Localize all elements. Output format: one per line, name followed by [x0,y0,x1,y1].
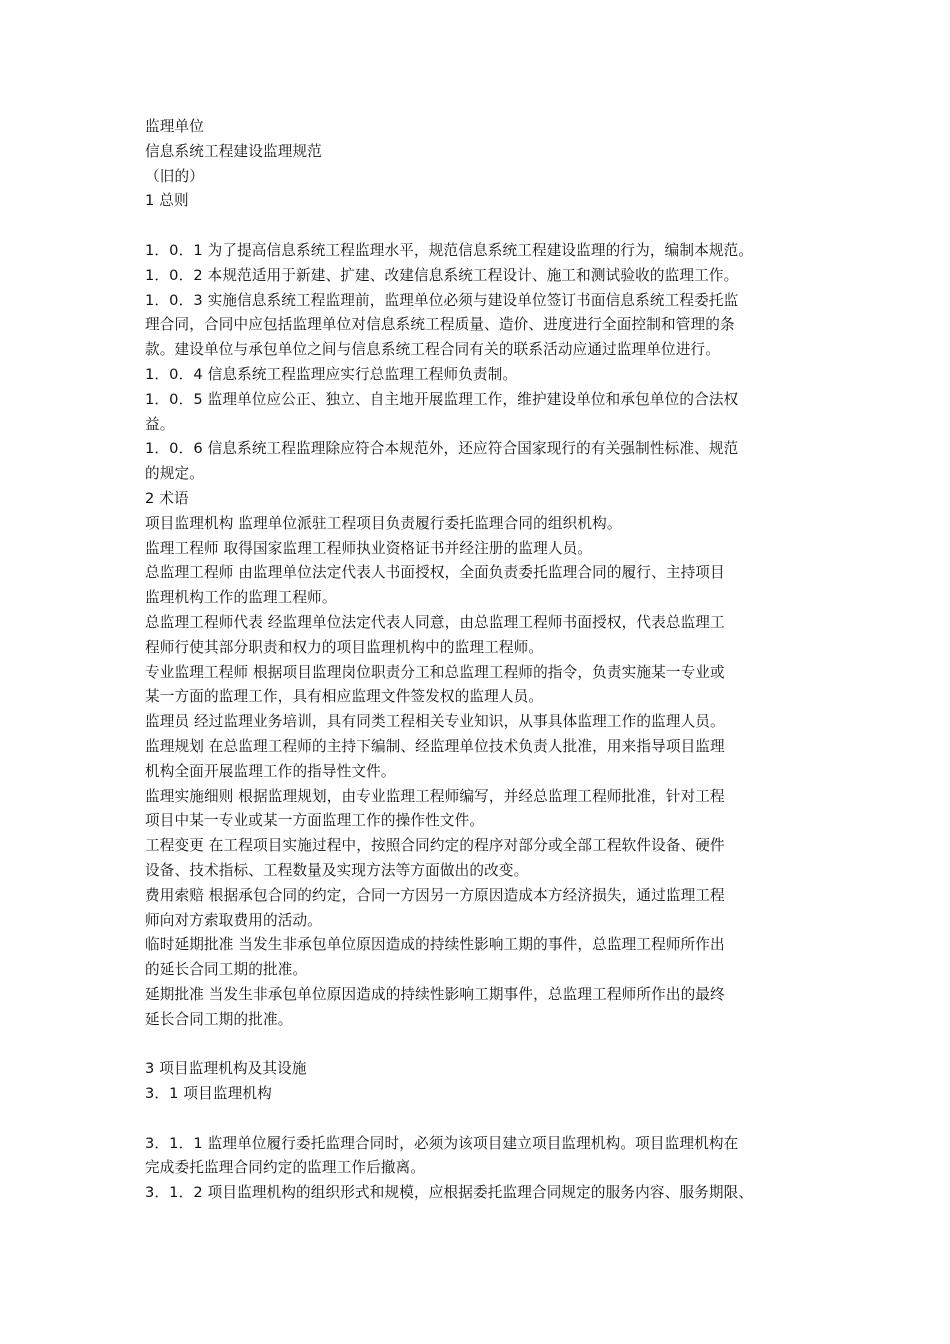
text-line: 监理实施细则 根据监理规划，由专业监理工程师编写，并经总监理工程师批准，针对工程 [145,787,725,805]
text-line: 项目中某一专业或某一方面监理工作的操作性文件。 [145,812,485,830]
text-line: 3 项目监理机构及其设施 [145,1060,307,1078]
text-line: 工程变更 在工程项目实施过程中，按照合同约定的程序对部分或全部工程软件设备、硬件 [145,837,725,855]
text-line: 益。 [145,415,175,433]
text-line: 延期批准 当发生非承包单位原因造成的持续性影响工期事件，总监理工程师所作出的最终 [145,985,725,1003]
blank-line [145,1032,812,1057]
text-line: 总监理工程师 由监理单位法定代表人书面授权，全面负责委托监理合同的履行、主持项目 [145,564,725,582]
text-line: 项目监理机构 监理单位派驻工程项目负责履行委托监理合同的组织机构。 [145,514,622,532]
text-line: 1．0．6 信息系统工程监理除应符合本规范外，还应符合国家现行的有关强制性标准、规范 [145,440,739,458]
text-line: （旧的） [145,167,204,185]
text-line: 延长合同工期的批准。 [145,1010,293,1028]
text-line: 的规定。 [145,465,204,483]
text-line: 监理机构工作的监理工程师。 [145,589,337,607]
text-line: 3．1．1 监理单位履行委托监理合同时，必须为该项目建立项目监理机构。项目监理机构在 [145,1134,739,1152]
text-line: 监理员 经过监理业务培训，具有同类工程相关专业知识，从事具体监理工作的监理人员。 [145,713,725,731]
text-line: 临时延期批准 当发生非承包单位原因造成的持续性影响工期的事件，总监理工程师所作出 [145,936,725,954]
text-line: 专业监理工程师 根据项目监理岗位职责分工和总监理工程师的指令，负责实施某一专业或 [145,663,725,681]
text-line: 1 总则 [145,192,189,210]
text-line: 2 术语 [145,489,189,507]
blank-line [145,214,812,239]
text-line: 1．0．3 实施信息系统工程监理前，监理单位必须与建设单位签订书面信息系统工程委托监 [145,291,739,309]
text-line: 某一方面的监理工作，具有相应监理文件签发权的监理人员。 [145,688,544,706]
text-line: 款。建设单位与承包单位之间与信息系统工程合同有关的联系活动应通过监理单位进行。 [145,341,721,359]
text-line: 完成委托监理合同约定的监理工作后撤离。 [145,1159,426,1177]
text-line: 机构全面开展监理工作的指导性文件。 [145,762,396,780]
text-line: 1．0．5 监理单位应公正、独立、自主地开展监理工作，维护建设单位和承包单位的合法权 [145,390,739,408]
text-line: 1．0．4 信息系统工程监理应实行总监理工程师负责制。 [145,365,518,383]
text-line: 3．1．2 项目监理机构的组织形式和规模，应根据委托监理合同规定的服务内容、服务期限、 [145,1184,754,1202]
text-line: 费用索赔 根据承包合同的约定，合同一方因另一方原因造成本方经济损失，通过监理工程 [145,886,725,904]
text-line: 的延长合同工期的批准。 [145,961,308,979]
blank-line [145,1107,812,1132]
text-line: 设备、技术指标、工程数量及实现方法等方面做出的改变。 [145,861,529,879]
text-line: 程师行使其部分职责和权力的项目监理机构中的监理工程师。 [145,638,544,656]
text-line: 1．0．2 本规范适用于新建、扩建、改建信息系统工程设计、施工和测试验收的监理工作。 [145,266,739,284]
text-line: 师向对方索取费用的活动。 [145,911,322,929]
text-line: 总监理工程师代表 经监理单位法定代表人同意，由总监理工程师书面授权，代表总监理工 [145,613,725,631]
text-line: 理合同，合同中应包括监理单位对信息系统工程质量、造价、进度进行全面控制和管理的条 [145,316,735,334]
text-line: 1．0．1 为了提高信息系统工程监理水平，规范信息系统工程建设监理的行为，编制本规范。 [145,241,754,259]
text-line: 监理规划 在总监理工程师的主持下编制、经监理单位技术负责人批准，用来指导项目监理 [145,737,725,755]
text-line: 监理工程师 取得国家监理工程师执业资格证书并经注册的监理人员。 [145,539,593,557]
text-line: 监理单位 [145,118,204,135]
text-line: 信息系统工程建设监理规范 [145,142,322,160]
text-line: 3．1 项目监理机构 [145,1085,272,1103]
